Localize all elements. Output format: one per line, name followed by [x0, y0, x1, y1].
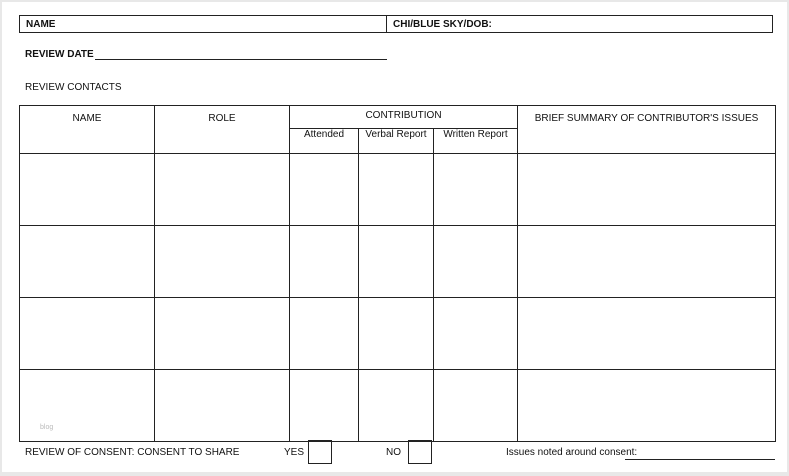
role-cell[interactable] [155, 154, 290, 226]
col-header-summary: BRIEF SUMMARY OF CONTRIBUTOR'S ISSUES [518, 106, 776, 154]
summary-cell[interactable] [518, 370, 776, 442]
consent-footer [25, 439, 777, 467]
review-contacts-label: REVIEW CONTACTS [25, 82, 122, 93]
col-header-role: ROLE [155, 106, 290, 154]
name-cell[interactable] [20, 226, 155, 298]
contacts-table [19, 105, 776, 442]
table-row [20, 370, 776, 442]
table-row [20, 154, 776, 226]
review-date-label: REVIEW DATE [25, 49, 94, 60]
watermark-text: blog [40, 424, 54, 431]
no-label: NO [386, 447, 401, 458]
verbal-report-cell[interactable] [359, 226, 434, 298]
summary-cell[interactable] [518, 226, 776, 298]
chi-field[interactable] [387, 16, 772, 32]
verbal-report-cell[interactable] [359, 154, 434, 226]
issues-label: Issues noted around consent: [506, 447, 638, 458]
col-header-attended: Attended [290, 128, 359, 153]
role-cell[interactable] [155, 226, 290, 298]
table-row [20, 226, 776, 298]
col-header-written-report: Written Report [434, 128, 518, 153]
attended-cell[interactable] [290, 298, 359, 370]
table-row [20, 298, 776, 370]
col-header-name: NAME [20, 106, 155, 154]
no-checkbox[interactable] [408, 440, 432, 464]
issues-input-line[interactable] [625, 459, 775, 460]
written-report-cell[interactable] [434, 154, 518, 226]
written-report-cell[interactable] [434, 298, 518, 370]
name-label: NAME [26, 18, 56, 30]
written-report-cell[interactable] [434, 226, 518, 298]
written-report-cell[interactable] [434, 370, 518, 442]
chi-label: CHI/BLUE SKY/DOB: [393, 18, 492, 30]
col-header-contribution: CONTRIBUTION [290, 106, 518, 129]
name-cell[interactable] [20, 154, 155, 226]
review-date-input-line[interactable] [95, 49, 387, 60]
yes-checkbox[interactable] [308, 440, 332, 464]
attended-cell[interactable] [290, 226, 359, 298]
header-bar [19, 15, 773, 33]
form-page [2, 2, 787, 472]
name-cell[interactable] [20, 298, 155, 370]
attended-cell[interactable] [290, 154, 359, 226]
name-field[interactable] [20, 16, 387, 32]
summary-cell[interactable] [518, 298, 776, 370]
verbal-report-cell[interactable] [359, 298, 434, 370]
yes-label: YES [284, 447, 305, 458]
role-cell[interactable] [155, 298, 290, 370]
review-date-row [25, 49, 387, 60]
consent-label: REVIEW OF CONSENT: CONSENT TO SHARE [25, 447, 240, 458]
role-cell[interactable] [155, 370, 290, 442]
col-header-verbal-report: Verbal Report [359, 128, 434, 153]
attended-cell[interactable] [290, 370, 359, 442]
verbal-report-cell[interactable] [359, 370, 434, 442]
summary-cell[interactable] [518, 154, 776, 226]
